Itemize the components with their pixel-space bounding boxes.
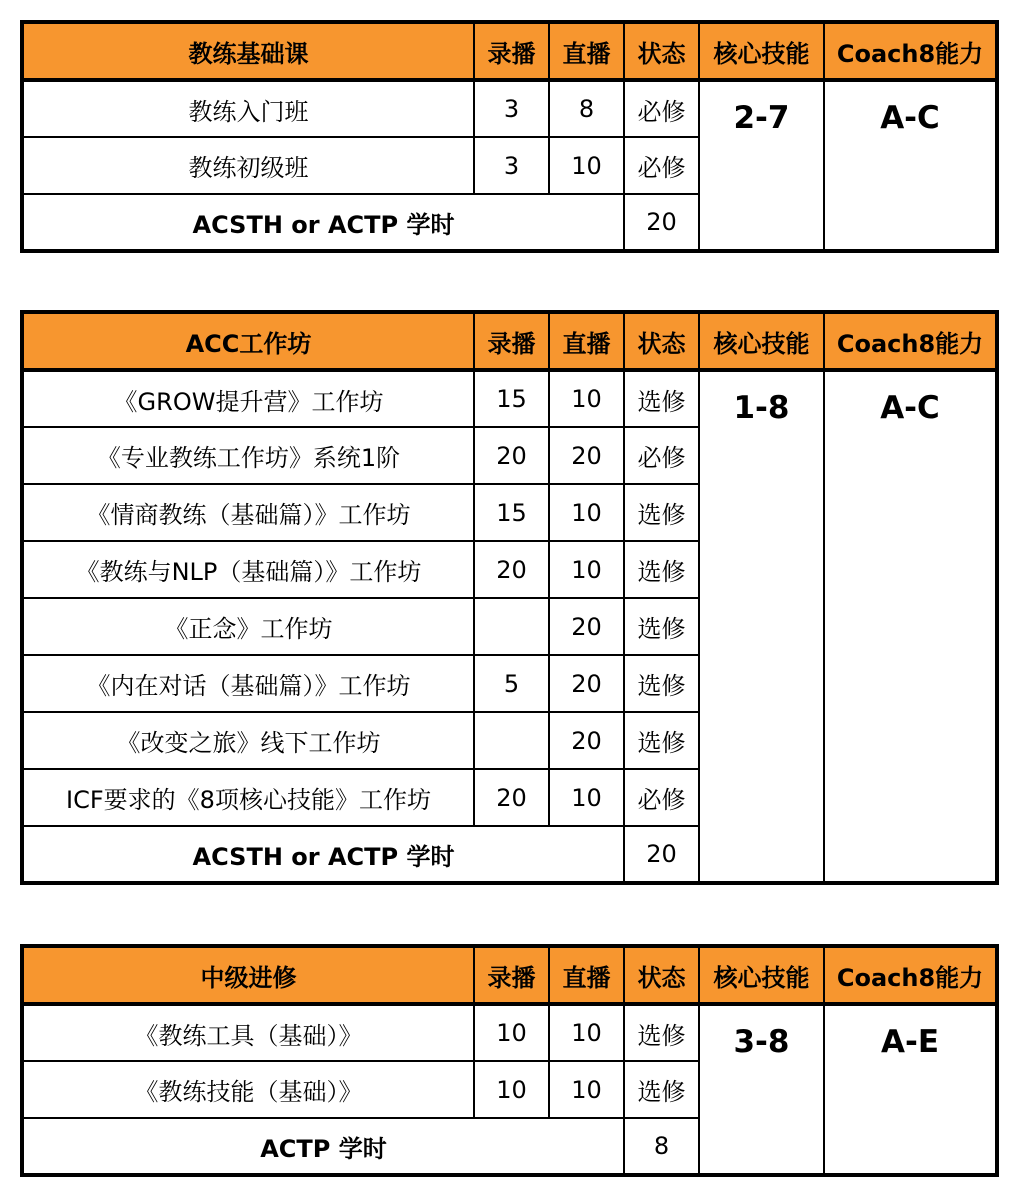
table-title: 中级进修	[22, 946, 474, 1004]
header-record: 录播	[474, 312, 549, 370]
total-label: ACSTH or ACTP 学时	[22, 194, 624, 251]
table-header-row	[22, 22, 997, 80]
record-hours: 20	[474, 769, 549, 826]
live-hours: 10	[549, 1004, 624, 1061]
live-hours: 10	[549, 541, 624, 598]
record-hours: 15	[474, 484, 549, 541]
live-hours: 10	[549, 484, 624, 541]
course-name: 教练入门班	[22, 80, 474, 137]
total-label: ACSTH or ACTP 学时	[22, 826, 624, 883]
course-name: 《情商教练（基础篇）》工作坊	[22, 484, 474, 541]
total-label: ACTP 学时	[22, 1118, 624, 1175]
core-skills-value: 2-7	[699, 80, 824, 251]
course-status: 选修	[624, 712, 699, 769]
course-name: 《教练与NLP（基础篇）》工作坊	[22, 541, 474, 598]
header-status: 状态	[624, 312, 699, 370]
course-name: 《GROW提升营》工作坊	[22, 370, 474, 427]
header-live: 直播	[549, 946, 624, 1004]
record-hours: 15	[474, 370, 549, 427]
course-status: 选修	[624, 655, 699, 712]
header-record: 录播	[474, 22, 549, 80]
header-coach8: Coach8能力	[824, 22, 997, 80]
course-status: 必修	[624, 427, 699, 484]
record-hours: 3	[474, 80, 549, 137]
table-row	[22, 370, 997, 427]
table-header-row	[22, 312, 997, 370]
core-skills-value: 1-8	[699, 370, 824, 883]
header-live: 直播	[549, 312, 624, 370]
header-coach8: Coach8能力	[824, 946, 997, 1004]
header-skills: 核心技能	[699, 312, 824, 370]
live-hours: 10	[549, 769, 624, 826]
live-hours: 20	[549, 655, 624, 712]
course-name: 教练初级班	[22, 137, 474, 194]
record-hours: 20	[474, 541, 549, 598]
coach8-value: A-C	[824, 370, 997, 883]
record-hours: 10	[474, 1004, 549, 1061]
course-status: 选修	[624, 1061, 699, 1118]
live-hours: 20	[549, 712, 624, 769]
coach8-value: A-C	[824, 80, 997, 251]
table-row	[22, 80, 997, 137]
core-skills-value: 3-8	[699, 1004, 824, 1175]
course-status: 选修	[624, 541, 699, 598]
coach8-value: A-E	[824, 1004, 997, 1175]
total-value: 20	[624, 194, 699, 251]
course-status: 选修	[624, 1004, 699, 1061]
live-hours: 10	[549, 1061, 624, 1118]
course-name: 《改变之旅》线下工作坊	[22, 712, 474, 769]
course-status: 必修	[624, 137, 699, 194]
record-hours	[474, 598, 549, 655]
total-value: 8	[624, 1118, 699, 1175]
record-hours	[474, 712, 549, 769]
record-hours: 3	[474, 137, 549, 194]
header-status: 状态	[624, 22, 699, 80]
live-hours: 10	[549, 370, 624, 427]
header-skills: 核心技能	[699, 946, 824, 1004]
course-status: 必修	[624, 769, 699, 826]
table-row	[22, 1004, 997, 1061]
course-status: 必修	[624, 80, 699, 137]
live-hours: 20	[549, 427, 624, 484]
course-status: 选修	[624, 598, 699, 655]
table-title: ACC工作坊	[22, 312, 474, 370]
course-table-basic	[20, 20, 999, 253]
live-hours: 20	[549, 598, 624, 655]
record-hours: 20	[474, 427, 549, 484]
record-hours: 5	[474, 655, 549, 712]
course-table-acc	[20, 310, 999, 885]
course-name: 《教练工具（基础）》	[22, 1004, 474, 1061]
header-record: 录播	[474, 946, 549, 1004]
table-title: 教练基础课	[22, 22, 474, 80]
record-hours: 10	[474, 1061, 549, 1118]
course-name: 《正念》工作坊	[22, 598, 474, 655]
total-value: 20	[624, 826, 699, 883]
live-hours: 8	[549, 80, 624, 137]
course-name: ICF要求的《8项核心技能》工作坊	[22, 769, 474, 826]
header-status: 状态	[624, 946, 699, 1004]
course-status: 选修	[624, 370, 699, 427]
course-name: 《专业教练工作坊》系统1阶	[22, 427, 474, 484]
course-table-intermediate	[20, 944, 999, 1177]
header-coach8: Coach8能力	[824, 312, 997, 370]
table-header-row	[22, 946, 997, 1004]
header-skills: 核心技能	[699, 22, 824, 80]
live-hours: 10	[549, 137, 624, 194]
course-status: 选修	[624, 484, 699, 541]
course-name: 《内在对话（基础篇）》工作坊	[22, 655, 474, 712]
header-live: 直播	[549, 22, 624, 80]
course-name: 《教练技能（基础）》	[22, 1061, 474, 1118]
